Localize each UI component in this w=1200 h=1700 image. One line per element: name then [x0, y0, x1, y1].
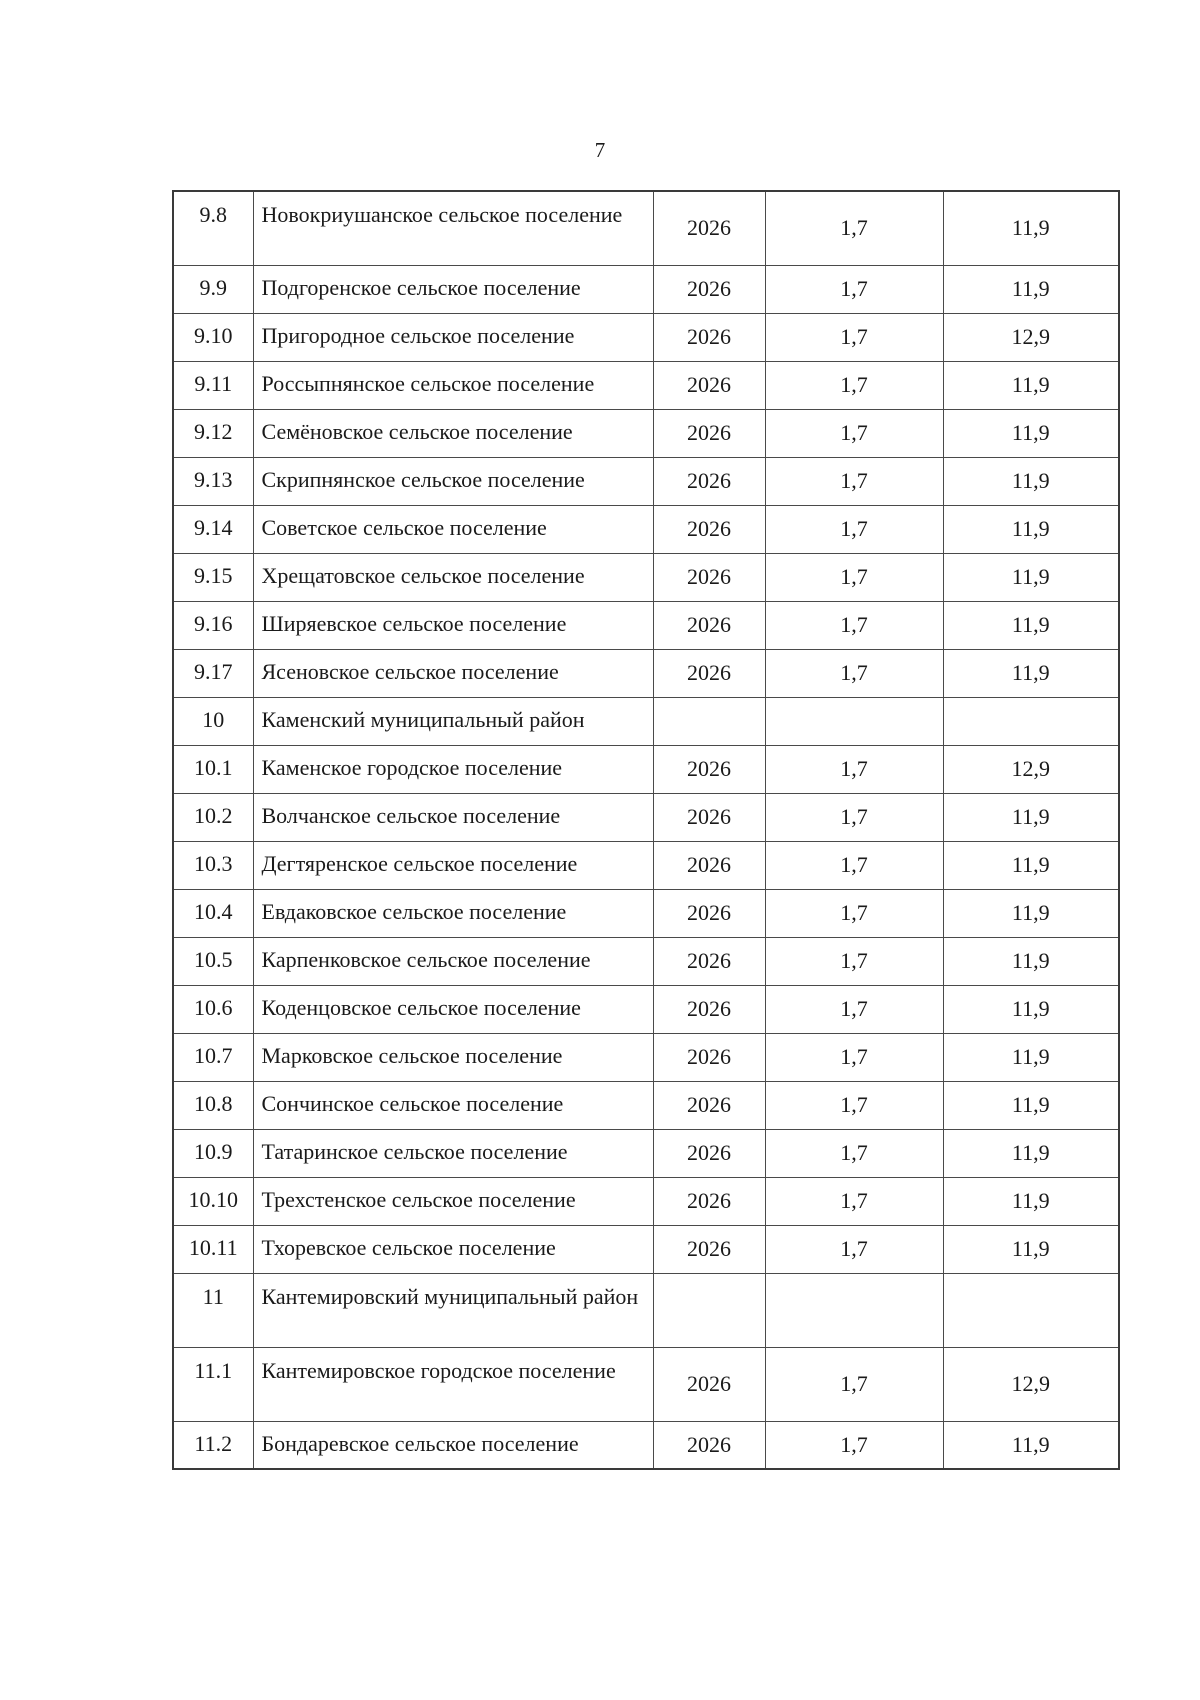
- row-value1-cell: 1,7: [765, 649, 943, 697]
- row-year-cell: 2026: [653, 793, 765, 841]
- table-row: [173, 409, 1119, 457]
- row-name-cell: Трехстенское сельское поселение: [253, 1177, 653, 1225]
- table-row: [173, 553, 1119, 601]
- row-name-cell: Россыпнянское сельское поселение: [253, 361, 653, 409]
- row-number-cell: 10.9: [173, 1129, 253, 1177]
- row-year-cell: 2026: [653, 265, 765, 313]
- row-value1-cell: 1,7: [765, 553, 943, 601]
- table-row: [173, 361, 1119, 409]
- row-number-cell: 9.15: [173, 553, 253, 601]
- row-value1-cell: 1,7: [765, 1225, 943, 1273]
- row-value2-cell: 11,9: [943, 793, 1119, 841]
- row-number-cell: 9.13: [173, 457, 253, 505]
- row-name-cell: Новокриушанское сельское поселение: [253, 191, 653, 265]
- table-row: [173, 1129, 1119, 1177]
- row-value2-cell: 11,9: [943, 191, 1119, 265]
- row-value1-cell: 1,7: [765, 937, 943, 985]
- row-value1-cell: 1,7: [765, 1347, 943, 1421]
- row-year-cell: 2026: [653, 1033, 765, 1081]
- row-value2-cell: 12,9: [943, 313, 1119, 361]
- row-number-cell: 10.11: [173, 1225, 253, 1273]
- row-name-cell: Ясеновское сельское поселение: [253, 649, 653, 697]
- row-value1-cell: 1,7: [765, 841, 943, 889]
- row-name-cell: Советское сельское поселение: [253, 505, 653, 553]
- row-name-cell: Карпенковское сельское поселение: [253, 937, 653, 985]
- row-value1-cell: 1,7: [765, 457, 943, 505]
- table-row: [173, 1347, 1119, 1421]
- row-value2-cell: [943, 1273, 1119, 1347]
- row-value1-cell: 1,7: [765, 1033, 943, 1081]
- row-number-cell: 9.12: [173, 409, 253, 457]
- row-name-cell: Ширяевское сельское поселение: [253, 601, 653, 649]
- row-number-cell: 10: [173, 697, 253, 745]
- row-name-cell: Хрещатовское сельское поселение: [253, 553, 653, 601]
- row-name-cell: Волчанское сельское поселение: [253, 793, 653, 841]
- row-number-cell: 9.16: [173, 601, 253, 649]
- row-year-cell: 2026: [653, 1347, 765, 1421]
- row-value2-cell: 11,9: [943, 553, 1119, 601]
- row-year-cell: 2026: [653, 361, 765, 409]
- row-name-cell: Тхоревское сельское поселение: [253, 1225, 653, 1273]
- table-row: [173, 313, 1119, 361]
- row-value2-cell: [943, 697, 1119, 745]
- row-number-cell: 9.14: [173, 505, 253, 553]
- row-value2-cell: 12,9: [943, 1347, 1119, 1421]
- row-value2-cell: 11,9: [943, 889, 1119, 937]
- row-year-cell: 2026: [653, 553, 765, 601]
- table-row: [173, 1273, 1119, 1347]
- row-value2-cell: 11,9: [943, 649, 1119, 697]
- row-number-cell: 9.9: [173, 265, 253, 313]
- row-name-cell: Скрипнянское сельское поселение: [253, 457, 653, 505]
- row-number-cell: 11.2: [173, 1421, 253, 1469]
- row-number-cell: 9.8: [173, 191, 253, 265]
- row-number-cell: 10.3: [173, 841, 253, 889]
- table-row: [173, 793, 1119, 841]
- row-value1-cell: 1,7: [765, 889, 943, 937]
- row-name-cell: Коденцовское сельское поселение: [253, 985, 653, 1033]
- table-row: [173, 1177, 1119, 1225]
- row-number-cell: 9.17: [173, 649, 253, 697]
- row-value1-cell: [765, 697, 943, 745]
- row-value2-cell: 11,9: [943, 601, 1119, 649]
- row-number-cell: 9.10: [173, 313, 253, 361]
- row-value2-cell: 11,9: [943, 841, 1119, 889]
- row-number-cell: 9.11: [173, 361, 253, 409]
- row-year-cell: 2026: [653, 601, 765, 649]
- row-number-cell: 10.5: [173, 937, 253, 985]
- row-value1-cell: 1,7: [765, 191, 943, 265]
- row-name-cell: Бондаревское сельское поселение: [253, 1421, 653, 1469]
- row-value2-cell: 11,9: [943, 1081, 1119, 1129]
- row-number-cell: 10.4: [173, 889, 253, 937]
- row-value1-cell: 1,7: [765, 1081, 943, 1129]
- row-value1-cell: 1,7: [765, 313, 943, 361]
- table-row: [173, 457, 1119, 505]
- row-number-cell: 10.7: [173, 1033, 253, 1081]
- row-year-cell: 2026: [653, 313, 765, 361]
- row-year-cell: 2026: [653, 1129, 765, 1177]
- row-value1-cell: 1,7: [765, 1177, 943, 1225]
- table-row: [173, 937, 1119, 985]
- row-value2-cell: 11,9: [943, 1225, 1119, 1273]
- table-row: [173, 1081, 1119, 1129]
- row-year-cell: 2026: [653, 505, 765, 553]
- row-value1-cell: 1,7: [765, 601, 943, 649]
- row-name-cell: Татаринское сельское поселение: [253, 1129, 653, 1177]
- row-year-cell: 2026: [653, 1177, 765, 1225]
- row-number-cell: 10.8: [173, 1081, 253, 1129]
- row-value1-cell: 1,7: [765, 505, 943, 553]
- row-year-cell: 2026: [653, 1421, 765, 1469]
- data-table: [172, 190, 1120, 1470]
- row-number-cell: 11.1: [173, 1347, 253, 1421]
- row-value1-cell: 1,7: [765, 1129, 943, 1177]
- table-row: [173, 265, 1119, 313]
- row-value2-cell: 11,9: [943, 457, 1119, 505]
- row-value1-cell: 1,7: [765, 361, 943, 409]
- row-value1-cell: [765, 1273, 943, 1347]
- table-row: [173, 505, 1119, 553]
- row-value1-cell: 1,7: [765, 793, 943, 841]
- row-name-cell: Каменский муниципальный район: [253, 697, 653, 745]
- row-name-cell: Сончинское сельское поселение: [253, 1081, 653, 1129]
- table-row: [173, 889, 1119, 937]
- page-number: 7: [594, 138, 606, 162]
- row-name-cell: Семёновское сельское поселение: [253, 409, 653, 457]
- row-year-cell: 2026: [653, 745, 765, 793]
- row-name-cell: Каменское городское поселение: [253, 745, 653, 793]
- row-value2-cell: 11,9: [943, 937, 1119, 985]
- row-value1-cell: 1,7: [765, 745, 943, 793]
- row-value2-cell: 11,9: [943, 1033, 1119, 1081]
- row-name-cell: Подгоренское сельское поселение: [253, 265, 653, 313]
- table-body: [173, 191, 1119, 1469]
- table-row: [173, 1225, 1119, 1273]
- row-value2-cell: 11,9: [943, 1129, 1119, 1177]
- row-number-cell: 10.1: [173, 745, 253, 793]
- table-row: [173, 985, 1119, 1033]
- table-row: [173, 745, 1119, 793]
- table-row: [173, 841, 1119, 889]
- row-name-cell: Евдаковское сельское поселение: [253, 889, 653, 937]
- row-year-cell: 2026: [653, 409, 765, 457]
- row-number-cell: 10.2: [173, 793, 253, 841]
- row-number-cell: 10.6: [173, 985, 253, 1033]
- row-year-cell: [653, 1273, 765, 1347]
- row-value2-cell: 11,9: [943, 409, 1119, 457]
- row-year-cell: 2026: [653, 841, 765, 889]
- table-row: [173, 1033, 1119, 1081]
- table-row: [173, 649, 1119, 697]
- row-year-cell: 2026: [653, 191, 765, 265]
- table-row: [173, 697, 1119, 745]
- row-year-cell: 2026: [653, 985, 765, 1033]
- row-year-cell: 2026: [653, 457, 765, 505]
- row-value1-cell: 1,7: [765, 1421, 943, 1469]
- row-year-cell: 2026: [653, 1225, 765, 1273]
- row-year-cell: 2026: [653, 1081, 765, 1129]
- row-year-cell: 2026: [653, 937, 765, 985]
- table-row: [173, 1421, 1119, 1469]
- table-row: [173, 191, 1119, 265]
- row-value2-cell: 11,9: [943, 1177, 1119, 1225]
- row-year-cell: [653, 697, 765, 745]
- row-name-cell: Пригородное сельское поселение: [253, 313, 653, 361]
- table-row: [173, 601, 1119, 649]
- row-value2-cell: 11,9: [943, 985, 1119, 1033]
- row-value2-cell: 12,9: [943, 745, 1119, 793]
- row-name-cell: Дегтяренское сельское поселение: [253, 841, 653, 889]
- row-year-cell: 2026: [653, 649, 765, 697]
- row-value2-cell: 11,9: [943, 265, 1119, 313]
- row-value2-cell: 11,9: [943, 1421, 1119, 1469]
- row-value2-cell: 11,9: [943, 505, 1119, 553]
- row-number-cell: 10.10: [173, 1177, 253, 1225]
- row-year-cell: 2026: [653, 889, 765, 937]
- row-name-cell: Кантемировский муниципальный район: [253, 1273, 653, 1347]
- row-name-cell: Кантемировское городское поселение: [253, 1347, 653, 1421]
- row-value2-cell: 11,9: [943, 361, 1119, 409]
- row-value1-cell: 1,7: [765, 409, 943, 457]
- row-number-cell: 11: [173, 1273, 253, 1347]
- row-name-cell: Марковское сельское поселение: [253, 1033, 653, 1081]
- row-value1-cell: 1,7: [765, 265, 943, 313]
- row-value1-cell: 1,7: [765, 985, 943, 1033]
